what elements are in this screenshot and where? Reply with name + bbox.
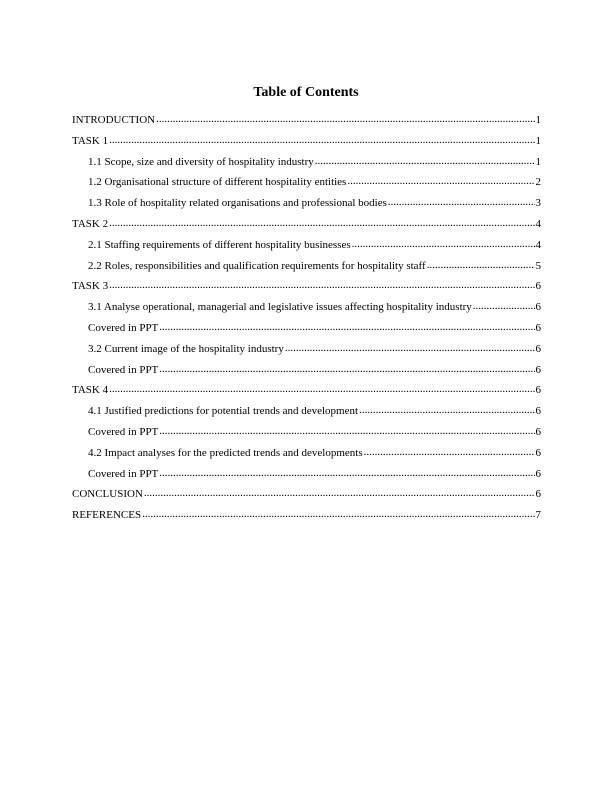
toc-entry-page-number: 6 bbox=[535, 488, 541, 501]
toc-entry-page-number: 6 bbox=[535, 301, 541, 314]
table-of-contents bbox=[72, 113, 541, 529]
toc-dot-leader bbox=[156, 112, 534, 126]
toc-entry-label: 1.1 Scope, size and diversity of hospitality industry bbox=[88, 155, 314, 168]
toc-entry-page-number: 6 bbox=[535, 363, 541, 376]
toc-dot-leader bbox=[364, 445, 535, 459]
toc-dot-leader bbox=[347, 174, 534, 188]
toc-entry-label: 4.2 Impact analyses for the predicted trends and developments bbox=[88, 446, 363, 459]
toc-entry[interactable] bbox=[72, 363, 541, 384]
toc-dot-leader bbox=[142, 507, 534, 521]
toc-entry-page-number: 6 bbox=[535, 384, 541, 397]
toc-entry-page-number: 7 bbox=[535, 509, 541, 522]
toc-entry[interactable] bbox=[72, 196, 541, 217]
toc-entry-label: 1.3 Role of hospitality related organisations and professional bodies bbox=[88, 197, 387, 210]
toc-dot-leader bbox=[144, 486, 535, 500]
toc-entry-page-number: 4 bbox=[535, 238, 541, 251]
toc-entry[interactable] bbox=[72, 321, 541, 342]
toc-dot-leader bbox=[159, 466, 534, 480]
toc-entry-page-number: 6 bbox=[535, 342, 541, 355]
toc-entry-label: 2.1 Staffing requirements of different hospitality businesses bbox=[88, 238, 351, 251]
toc-entry-page-number: 1 bbox=[535, 134, 541, 147]
toc-dot-leader bbox=[159, 424, 534, 438]
toc-dot-leader bbox=[159, 320, 534, 334]
toc-entry-page-number: 2 bbox=[535, 176, 541, 189]
toc-dot-leader bbox=[109, 278, 534, 292]
toc-entry-label: Covered in PPT bbox=[88, 321, 159, 334]
toc-entry-page-number: 6 bbox=[535, 321, 541, 334]
toc-entry-label: 3.2 Current image of the hospitality industry bbox=[88, 342, 284, 355]
toc-entry-label: 1.2 Organisational structure of different hospitality entities bbox=[88, 176, 347, 189]
toc-entry-label: 3.1 Analyse operational, managerial and legislative issues affecting hospitality industry bbox=[88, 301, 472, 314]
toc-entry[interactable] bbox=[72, 134, 541, 155]
toc-entry[interactable] bbox=[72, 217, 541, 238]
toc-entry-label: TASK 1 bbox=[72, 134, 109, 147]
toc-entry[interactable] bbox=[72, 155, 541, 176]
toc-entry[interactable] bbox=[72, 508, 541, 529]
toc-entry[interactable] bbox=[72, 259, 541, 280]
toc-dot-leader bbox=[109, 216, 534, 230]
toc-dot-leader bbox=[388, 195, 535, 209]
toc-entry-page-number: 6 bbox=[535, 425, 541, 438]
toc-entry-page-number: 4 bbox=[535, 217, 541, 230]
toc-entry-label: 2.2 Roles, responsibilities and qualification requirements for hospitality staff bbox=[88, 259, 426, 272]
toc-entry-page-number: 6 bbox=[535, 446, 541, 459]
toc-entry-label: TASK 3 bbox=[72, 280, 109, 293]
toc-entry[interactable] bbox=[72, 279, 541, 300]
toc-dot-leader bbox=[285, 341, 535, 355]
toc-dot-leader bbox=[159, 362, 534, 376]
toc-entry-page-number: 6 bbox=[535, 405, 541, 418]
toc-entry-label: REFERENCES bbox=[72, 509, 142, 522]
toc-entry-label: Covered in PPT bbox=[88, 363, 159, 376]
toc-dot-leader bbox=[427, 258, 535, 272]
toc-dot-leader bbox=[473, 299, 535, 313]
toc-entry[interactable] bbox=[72, 425, 541, 446]
toc-entry-label: Covered in PPT bbox=[88, 467, 159, 480]
toc-entry[interactable] bbox=[72, 300, 541, 321]
toc-title: Table of Contents bbox=[253, 85, 359, 100]
toc-entry[interactable] bbox=[72, 383, 541, 404]
toc-entry[interactable] bbox=[72, 487, 541, 508]
toc-entry-label: 4.1 Justified predictions for potential trends and development bbox=[88, 405, 359, 418]
toc-entry-page-number: 5 bbox=[535, 259, 541, 272]
toc-entry-label: CONCLUSION bbox=[72, 488, 143, 501]
toc-entry[interactable] bbox=[72, 113, 541, 134]
toc-entry-page-number: 1 bbox=[535, 155, 541, 168]
toc-entry[interactable] bbox=[72, 342, 541, 363]
toc-entry[interactable] bbox=[72, 175, 541, 196]
toc-dot-leader bbox=[359, 403, 534, 417]
toc-entry-page-number: 3 bbox=[535, 197, 541, 210]
toc-entry[interactable] bbox=[72, 238, 541, 259]
toc-entry-page-number: 1 bbox=[535, 114, 541, 126]
toc-entry-label: Covered in PPT bbox=[88, 425, 159, 438]
toc-entry[interactable] bbox=[72, 467, 541, 488]
toc-entry[interactable] bbox=[72, 404, 541, 425]
toc-entry[interactable] bbox=[72, 446, 541, 467]
toc-dot-leader bbox=[109, 133, 534, 147]
toc-entry-page-number: 6 bbox=[535, 467, 541, 480]
toc-dot-leader bbox=[109, 382, 534, 396]
toc-entry-label: TASK 4 bbox=[72, 384, 109, 397]
toc-entry-label: INTRODUCTION bbox=[72, 114, 156, 126]
toc-entry-label: TASK 2 bbox=[72, 217, 109, 230]
toc-dot-leader bbox=[352, 237, 535, 251]
toc-dot-leader bbox=[315, 154, 535, 168]
toc-entry-page-number: 6 bbox=[535, 280, 541, 293]
